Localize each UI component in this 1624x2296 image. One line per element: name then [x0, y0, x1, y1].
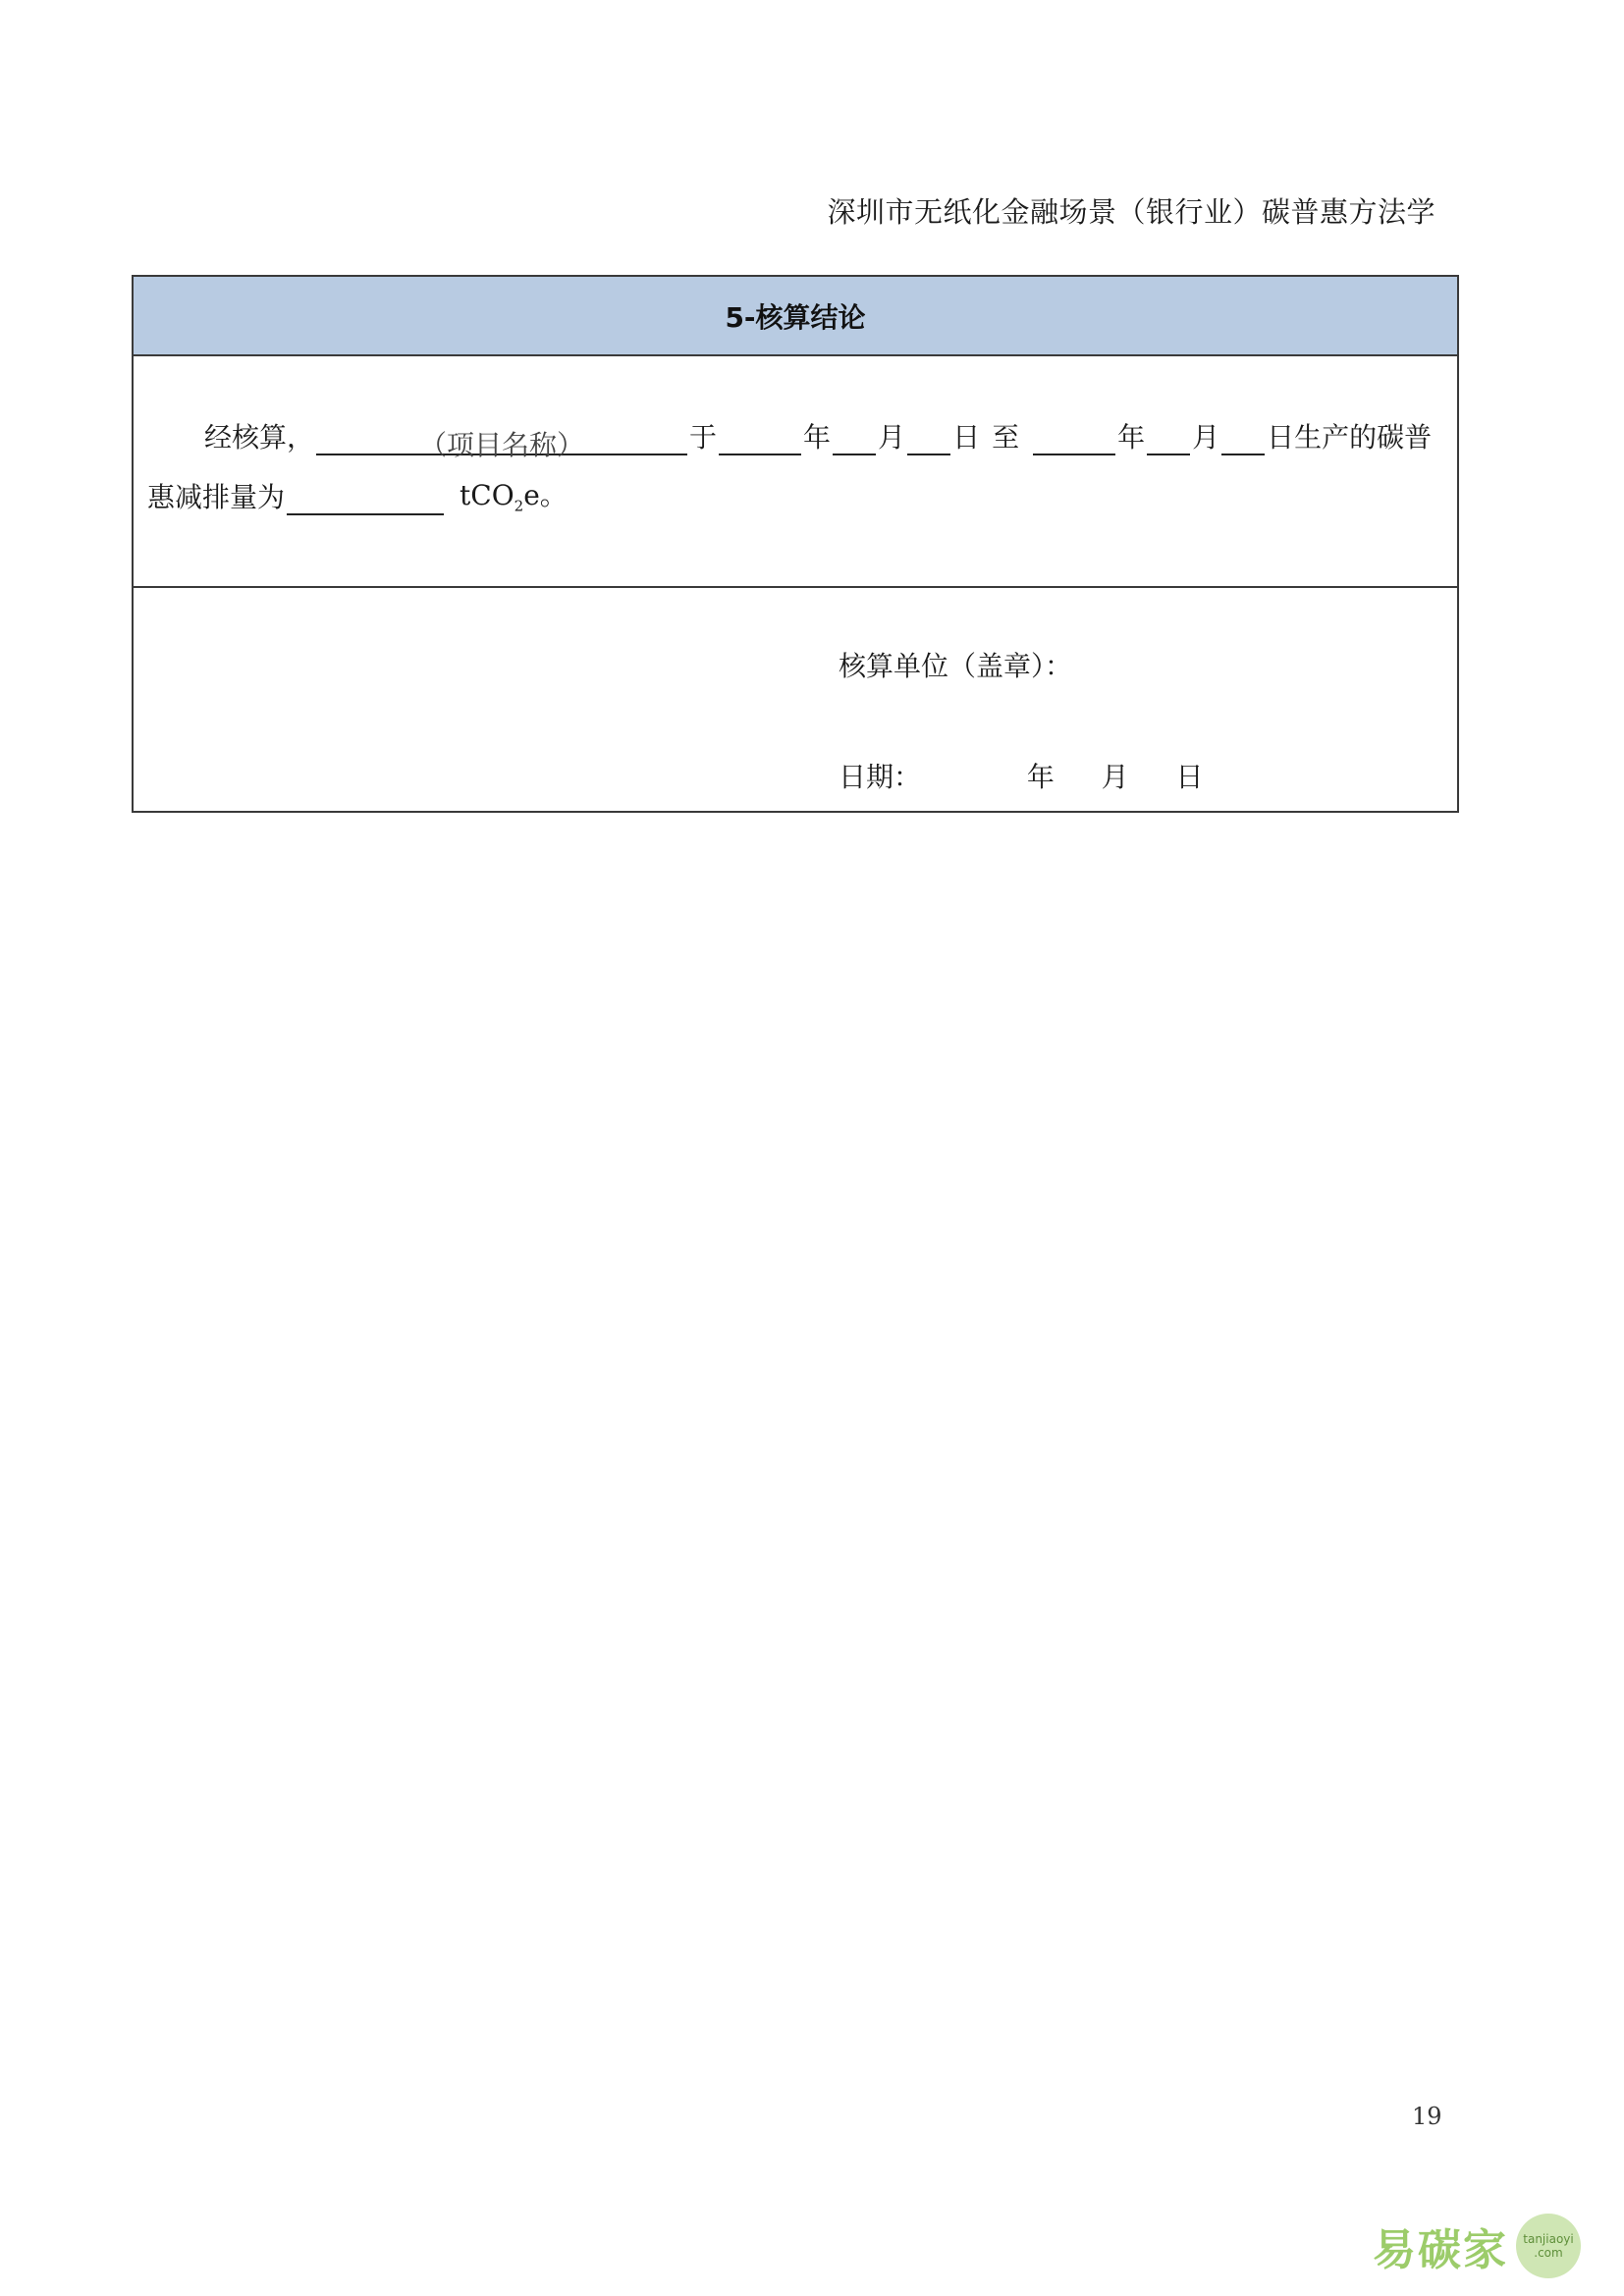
- emission-unit: tCO$_2$e。: [460, 479, 568, 515]
- lead-text: 经核算，: [204, 421, 315, 454]
- accounting-unit-stamp-label: 核算单位（盖章）：: [839, 650, 1073, 682]
- reduction-lead: 惠减排量为: [147, 480, 286, 513]
- start-day-label: 日: [952, 421, 981, 454]
- end-year-blank[interactable]: [1033, 424, 1115, 455]
- reduction-amount-blank[interactable]: [287, 484, 444, 515]
- date-day-label: 日: [1175, 761, 1204, 793]
- produced-text: 日生产的碳普: [1267, 421, 1433, 454]
- section-title: 5-核算结论: [134, 277, 1457, 356]
- statement-line-2: [147, 474, 568, 515]
- signature-block: [134, 588, 1457, 813]
- from-word: 于: [689, 421, 718, 454]
- end-month-blank[interactable]: [1147, 424, 1190, 455]
- watermark-logo: [1373, 2214, 1581, 2278]
- date-month-label: 月: [1101, 761, 1129, 793]
- project-name-blank[interactable]: [316, 424, 687, 461]
- end-month-label: 月: [1192, 421, 1220, 454]
- start-year-label: 年: [803, 421, 832, 454]
- start-day-blank[interactable]: [907, 424, 950, 455]
- watermark-domain-line2: .com: [1534, 2246, 1563, 2260]
- to-word: 至: [992, 421, 1020, 454]
- conclusion-table: [132, 275, 1459, 813]
- start-year-blank[interactable]: [719, 424, 801, 455]
- date-year-label: 年: [1026, 761, 1055, 793]
- end-day-blank[interactable]: [1221, 424, 1265, 455]
- date-label: 日期：: [839, 761, 922, 793]
- conclusion-statement: [134, 356, 1457, 588]
- watermark-brand: 易碳家: [1373, 2225, 1508, 2275]
- signature-date: [839, 756, 1204, 795]
- start-month-blank[interactable]: [833, 424, 876, 455]
- project-name-placeholder: （项目名称）: [419, 429, 585, 461]
- watermark-badge-icon: [1516, 2214, 1581, 2278]
- start-month-label: 月: [878, 421, 906, 454]
- page-number: 19: [1412, 2103, 1442, 2130]
- statement-line-1: [204, 416, 1433, 461]
- watermark-domain-line1: tanjiaoyi: [1523, 2232, 1574, 2246]
- running-header: 深圳市无纸化金融场景（银行业）碳普惠方法学: [827, 195, 1435, 229]
- end-year-label: 年: [1117, 421, 1146, 454]
